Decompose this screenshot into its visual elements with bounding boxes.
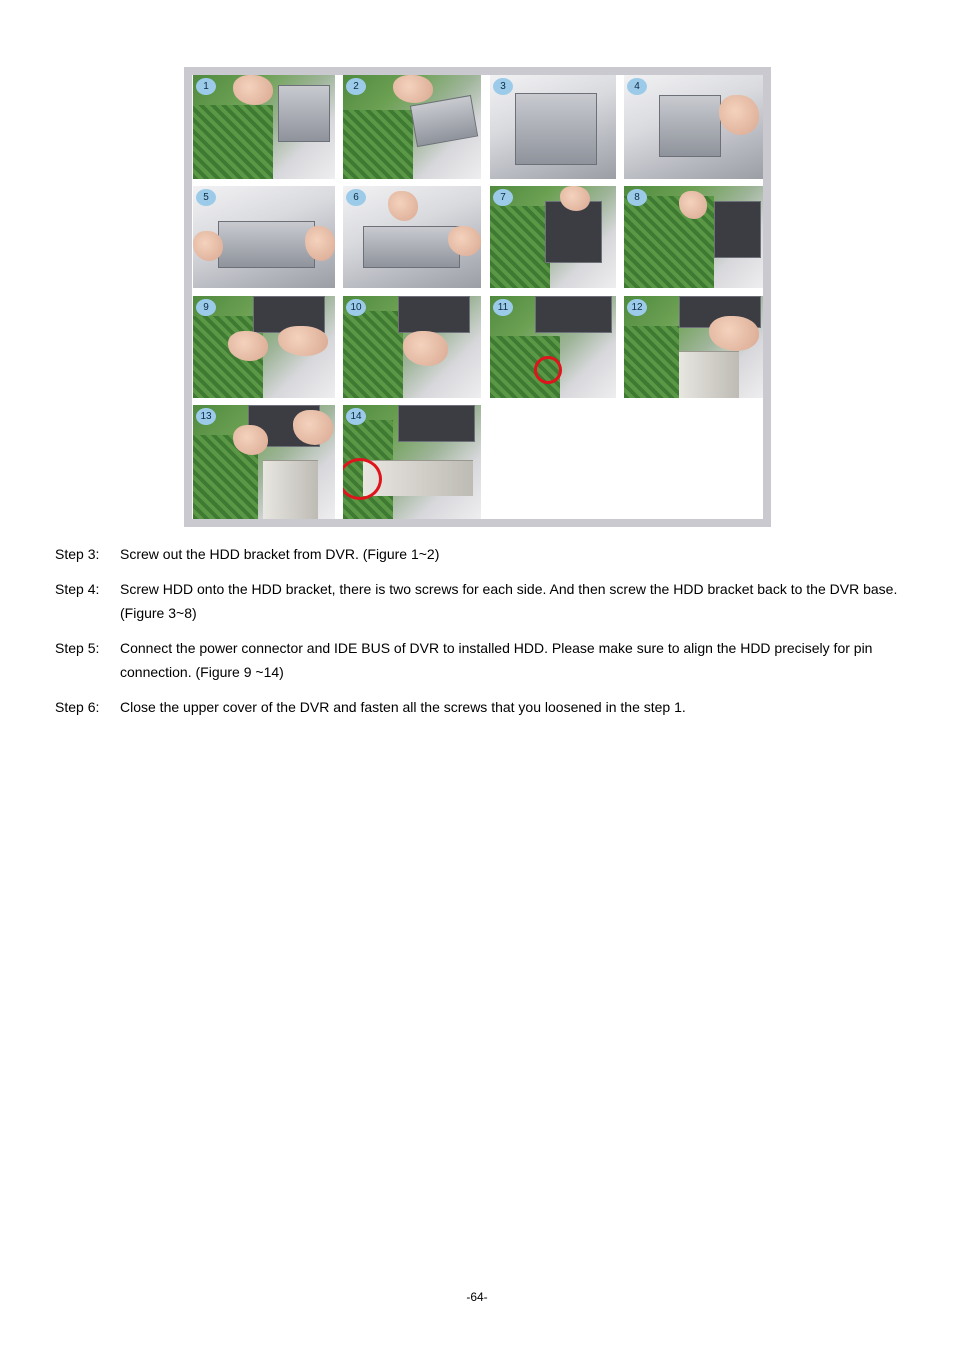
figure-photo-12: [624, 296, 763, 398]
figure-photo-6: [343, 186, 481, 288]
connector-highlight-circle: [534, 356, 562, 384]
step-label: Step 4:: [55, 581, 100, 597]
figure-photo-14: [343, 405, 481, 519]
figure-number-badge: 12: [627, 299, 647, 316]
instruction-step: [55, 543, 905, 567]
step-text: Screw out the HDD bracket from DVR. (Figure 1~2): [120, 546, 440, 562]
step-label: Step 3:: [55, 546, 100, 562]
figure-number-badge: 5: [196, 189, 216, 206]
figure-photo-5: [193, 186, 335, 288]
figure-number-badge: 4: [627, 78, 647, 95]
figure-number-badge: 3: [493, 78, 513, 95]
step-label: Step 6:: [55, 699, 100, 715]
instruction-step: [55, 696, 905, 720]
figure-number-badge: 14: [346, 408, 366, 425]
step-text: Connect the power connector and IDE BUS of DVR to installed HDD. Please make sure to align the HDD precisely for pin connection. (Figure 9 ~14): [120, 640, 873, 680]
figure-photo-13: [193, 405, 335, 519]
figure-photo-4: [624, 75, 763, 179]
installation-photo-grid: [184, 67, 771, 527]
figure-photo-2: [343, 75, 481, 179]
figure-photo-9: [193, 296, 335, 398]
step-text: Screw HDD onto the HDD bracket, there is two screws for each side. And then screw the HDD bracket back to the DVR base. (Figure 3~8): [120, 581, 898, 621]
figure-photo-7: [490, 186, 616, 288]
figure-number-badge: 13: [196, 408, 216, 425]
figure-number-badge: 8: [627, 189, 647, 206]
figure-photo-8: [624, 186, 763, 288]
figure-number-badge: 7: [493, 189, 513, 206]
figure-number-badge: 11: [493, 299, 513, 316]
figure-photo-3: [490, 75, 616, 179]
page-number: -64-: [466, 1290, 488, 1304]
figure-photo-11: [490, 296, 616, 398]
instruction-step: [55, 637, 905, 684]
figure-number-badge: 6: [346, 189, 366, 206]
figure-photo-1: [193, 75, 335, 179]
step-label: Step 5:: [55, 640, 100, 656]
figure-number-badge: 9: [196, 299, 216, 316]
figure-photo-10: [343, 296, 481, 398]
figure-number-badge: 1: [196, 78, 216, 95]
figure-number-badge: 2: [346, 78, 366, 95]
step-text: Close the upper cover of the DVR and fasten all the screws that you loosened in the step 1.: [120, 699, 686, 715]
instruction-step: [55, 578, 905, 625]
figure-number-badge: 10: [346, 299, 366, 316]
